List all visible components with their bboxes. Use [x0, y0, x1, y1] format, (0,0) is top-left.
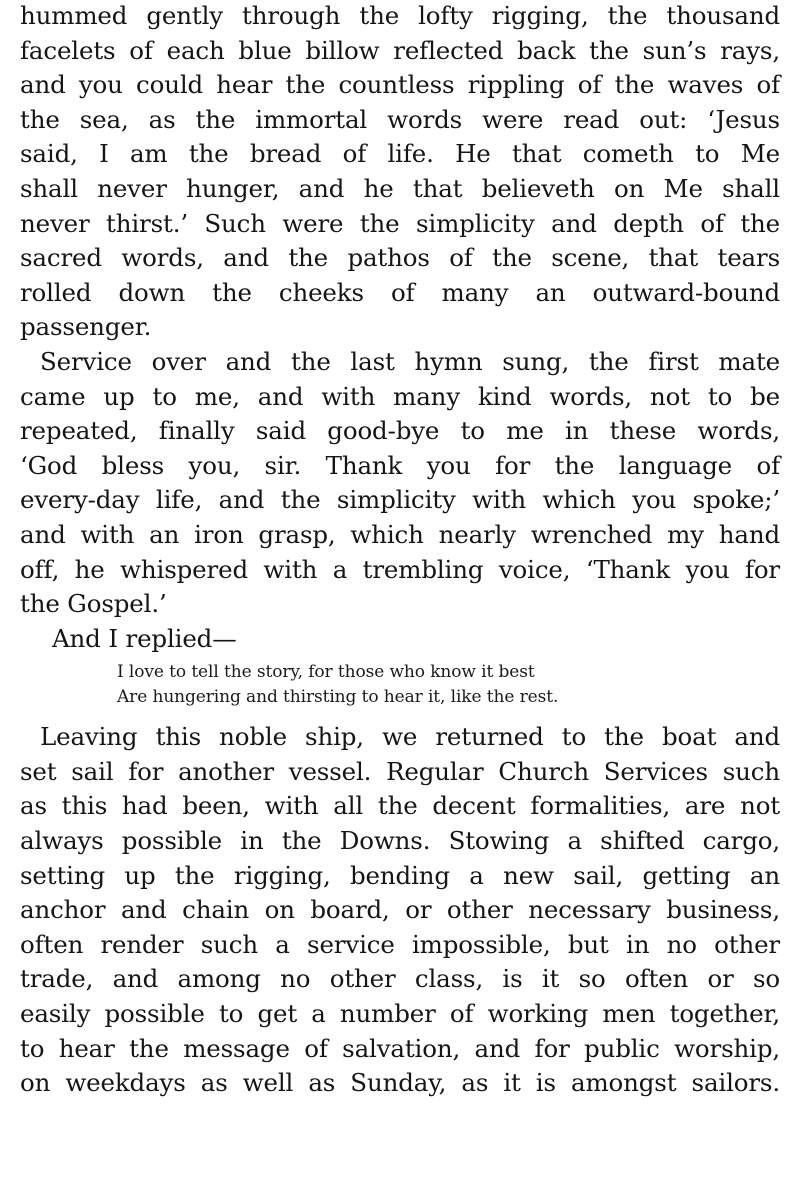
text-line: rolled down the cheeks of many an outward-bound: [20, 277, 780, 307]
text-line: passenger.: [20, 312, 152, 342]
paragraph-first-mate: [20, 345, 780, 622]
text-line: said, I am the bread of life. He that cometh to Me: [20, 139, 780, 169]
text-line: Leaving this noble ship, we returned to the boat and: [40, 722, 780, 752]
text-line: on weekdays as well as Sunday, as it is amongst sailors.: [20, 1068, 780, 1098]
paragraph-ship-service: [20, 0, 780, 345]
text-line: the Gospel.’: [20, 589, 167, 619]
text-line: always possible in the Downs. Stowing a shifted cargo,: [20, 826, 780, 856]
text-line: to hear the message of salvation, and for public worship,: [20, 1033, 780, 1063]
text-line: often render such a service impossible, but in no other: [20, 929, 780, 959]
text-line: And I replied—: [52, 623, 237, 653]
paragraph-reply: [20, 622, 780, 657]
book-page: [20, 0, 780, 1101]
text-line: anchor and chain on board, or other necessary business,: [20, 895, 780, 925]
text-line: every-day life, and the simplicity with which you spoke;’: [20, 485, 780, 515]
text-line: hummed gently through the lofty rigging, the thousand: [20, 1, 780, 30]
text-line: came up to me, and with many kind words, not to be: [20, 381, 780, 411]
verse-line: I love to tell the story, for those who know it best: [117, 662, 535, 683]
text-line: set sail for another vessel. Regular Church Services such: [20, 756, 780, 786]
text-line: never thirst.’ Such were the simplicity and depth of the: [20, 208, 780, 238]
text-line: easily possible to get a number of working men together,: [20, 999, 780, 1029]
text-line: trade, and among no other class, is it so often or so: [20, 964, 780, 994]
verse-quote: [117, 660, 677, 710]
text-line: facelets of each blue billow reflected back the sun’s rays,: [20, 35, 780, 65]
text-line: and with an iron grasp, which nearly wrenched my hand: [20, 519, 780, 549]
text-line: sacred words, and the pathos of the scene, that tears: [20, 243, 780, 273]
text-line: the sea, as the immortal words were read out: ‘Jesus: [20, 104, 780, 134]
paragraph-leaving-ship: [20, 720, 780, 1101]
text-line: ‘God bless you, sir. Thank you for the language of: [20, 450, 780, 480]
verse-line: Are hungering and thirsting to hear it, like the rest.: [117, 687, 559, 708]
text-line: shall never hunger, and he that believeth on Me shall: [20, 173, 780, 203]
text-line: repeated, finally said good-bye to me in these words,: [20, 416, 780, 446]
text-line: as this had been, with all the decent formalities, are not: [20, 791, 780, 821]
text-line: off, he whispered with a trembling voice, ‘Thank you for: [20, 554, 780, 584]
text-line: setting up the rigging, bending a new sail, getting an: [20, 860, 780, 890]
text-line: and you could hear the countless rippling of the waves of: [20, 70, 780, 100]
text-line: Service over and the last hymn sung, the first mate: [40, 346, 780, 376]
